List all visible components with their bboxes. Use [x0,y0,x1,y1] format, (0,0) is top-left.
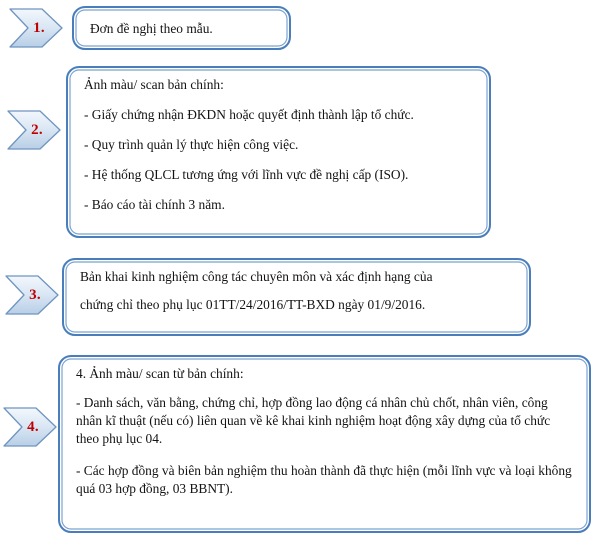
step-4-line-1: 4. Ảnh màu/ scan từ bản chính: [76,366,244,381]
step-box-4 [58,355,591,533]
step-marker-1 [8,5,64,51]
step-4-paragraph-2: - Các hợp đồng và biên bản nghiệm thu hoàn thành đã thực hiện (mỗi lĩnh vực và loại không quá 03 hợp đồng, 03 BBNT). [76,462,572,496]
step-box-3 [62,258,531,336]
step-number-3: 3. [29,286,41,303]
step-marker-4 [2,404,58,450]
step-number-4: 4. [27,418,39,435]
step-marker-3 [4,272,60,318]
step-2-line-4: - Hệ thống QLCL tương ứng với lĩnh vực đề nghị cấp (ISO). [84,167,409,182]
step-1-line-1: Đơn đề nghị theo mẫu. [90,20,213,36]
step-box-2 [66,66,491,238]
chevron-arrow-icon [4,272,60,318]
step-3-line-1: Bản khai kinh nghiệm công tác chuyên môn và xác định hạng của [80,269,433,284]
chevron-arrow-icon [2,404,58,450]
step-number-1: 1. [33,19,45,36]
step-number-2: 2. [31,121,43,138]
step-2-line-3: - Quy trình quản lý thực hiện công việc. [84,137,299,152]
chevron-arrow-icon [6,107,62,153]
step-marker-2 [6,107,62,153]
step-4-paragraph-1: - Danh sách, văn bằng, chứng chỉ, hợp đồng lao động cá nhân chủ chốt, nhân viên, công nhân kĩ thuật (nếu có) liên quan về kê khai kinh nghiệm hoạt động xây dựng của tổ chức theo phụ lục 04. [76,395,551,447]
step-3-line-2: chứng chỉ theo phụ lục 01TT/24/2016/TT-BXD ngày 01/9/2016. [80,297,426,312]
step-2-line-2: - Giấy chứng nhận ĐKDN hoặc quyết định thành lập tổ chức. [84,107,414,122]
chevron-arrow-icon [8,5,64,51]
step-2-line-1: Ảnh màu/ scan bản chính: [84,77,224,92]
step-box-1 [72,6,291,50]
step-2-line-5: - Báo cáo tài chính 3 năm. [84,197,225,212]
